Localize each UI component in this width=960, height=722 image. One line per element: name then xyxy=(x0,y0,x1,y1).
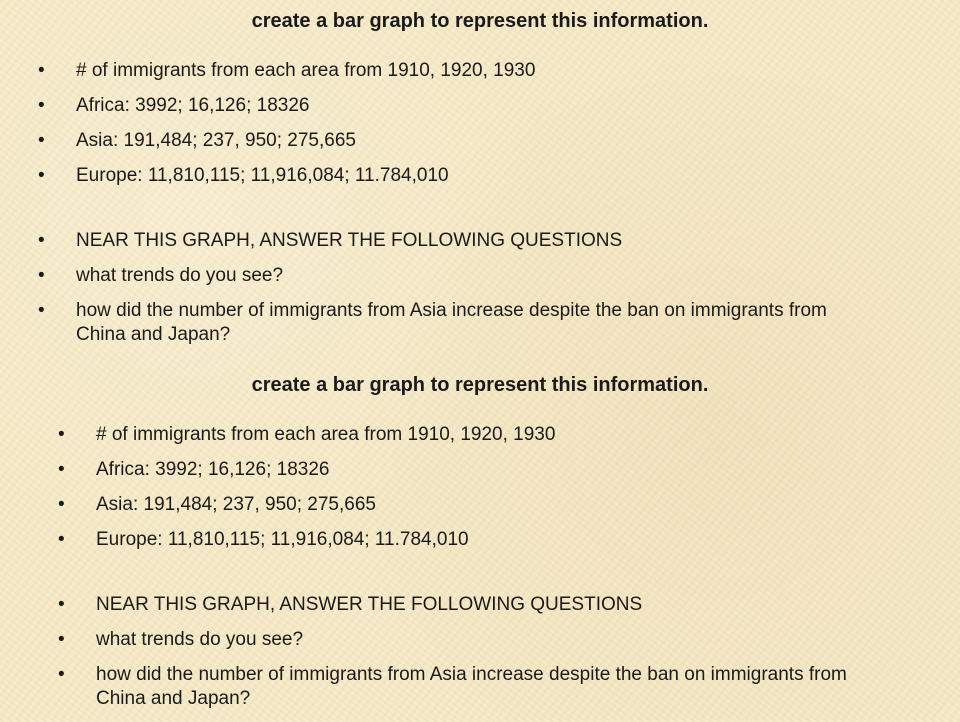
list-item-text: what trends do you see? xyxy=(96,629,304,650)
list-item-text: Asia: 191,484; 237, 950; 275,665 xyxy=(96,494,376,515)
bullet-icon: • xyxy=(58,529,65,550)
bullet-icon: • xyxy=(38,265,45,286)
bullet-icon: • xyxy=(58,629,65,650)
bullet-icon: • xyxy=(38,95,45,116)
list-item xyxy=(38,229,858,253)
list-item xyxy=(58,528,878,552)
bullet-icon: • xyxy=(38,165,45,186)
bullet-icon: • xyxy=(38,130,45,151)
list-item xyxy=(58,628,878,652)
list-item xyxy=(58,663,878,711)
bullet-icon: • xyxy=(38,300,45,321)
list-item xyxy=(58,423,878,447)
bullet-icon: • xyxy=(58,664,65,685)
bullet-icon: • xyxy=(58,424,65,445)
bullet-icon: • xyxy=(58,459,65,480)
list-item xyxy=(58,493,878,517)
list-item-text: Asia: 191,484; 237, 950; 275,665 xyxy=(76,130,356,151)
list-item-text: # of immigrants from each area from 1910, 1920, 1930 xyxy=(76,60,536,81)
question-list xyxy=(38,229,858,358)
list-item-text: Europe: 11,810,115; 11,916,084; 11.784,010 xyxy=(96,529,469,550)
list-item-text: Africa: 3992; 16,126; 18326 xyxy=(76,95,310,116)
list-item xyxy=(58,593,878,617)
list-item-text: how did the number of immigrants from Asia increase despite the ban on immigrants from China and Japan? xyxy=(96,664,847,709)
list-item xyxy=(38,129,858,153)
list-item-text: Europe: 11,810,115; 11,916,084; 11.784,010 xyxy=(76,165,449,186)
bullet-icon: • xyxy=(58,494,65,515)
bullet-icon: • xyxy=(38,230,45,251)
list-item-text: what trends do you see? xyxy=(76,265,284,286)
data-list xyxy=(38,59,858,199)
list-item xyxy=(38,164,858,188)
list-item-text: # of immigrants from each area from 1910, 1920, 1930 xyxy=(96,424,556,445)
question-list xyxy=(58,593,878,722)
slide-title: create a bar graph to represent this information. xyxy=(251,374,709,396)
list-item xyxy=(38,264,858,288)
list-item-text: Africa: 3992; 16,126; 18326 xyxy=(96,459,330,480)
list-item xyxy=(58,458,878,482)
bullet-icon: • xyxy=(38,60,45,81)
list-item xyxy=(38,94,858,118)
list-item-text: NEAR THIS GRAPH, ANSWER THE FOLLOWING QUESTIONS xyxy=(96,594,643,615)
slide-title: create a bar graph to represent this information. xyxy=(251,10,709,32)
list-item xyxy=(38,299,858,347)
list-item-text: how did the number of immigrants from Asia increase despite the ban on immigrants from China and Japan? xyxy=(76,300,827,345)
list-item xyxy=(38,59,858,83)
list-item-text: NEAR THIS GRAPH, ANSWER THE FOLLOWING QUESTIONS xyxy=(76,230,623,251)
data-list xyxy=(58,423,878,563)
bullet-icon: • xyxy=(58,594,65,615)
